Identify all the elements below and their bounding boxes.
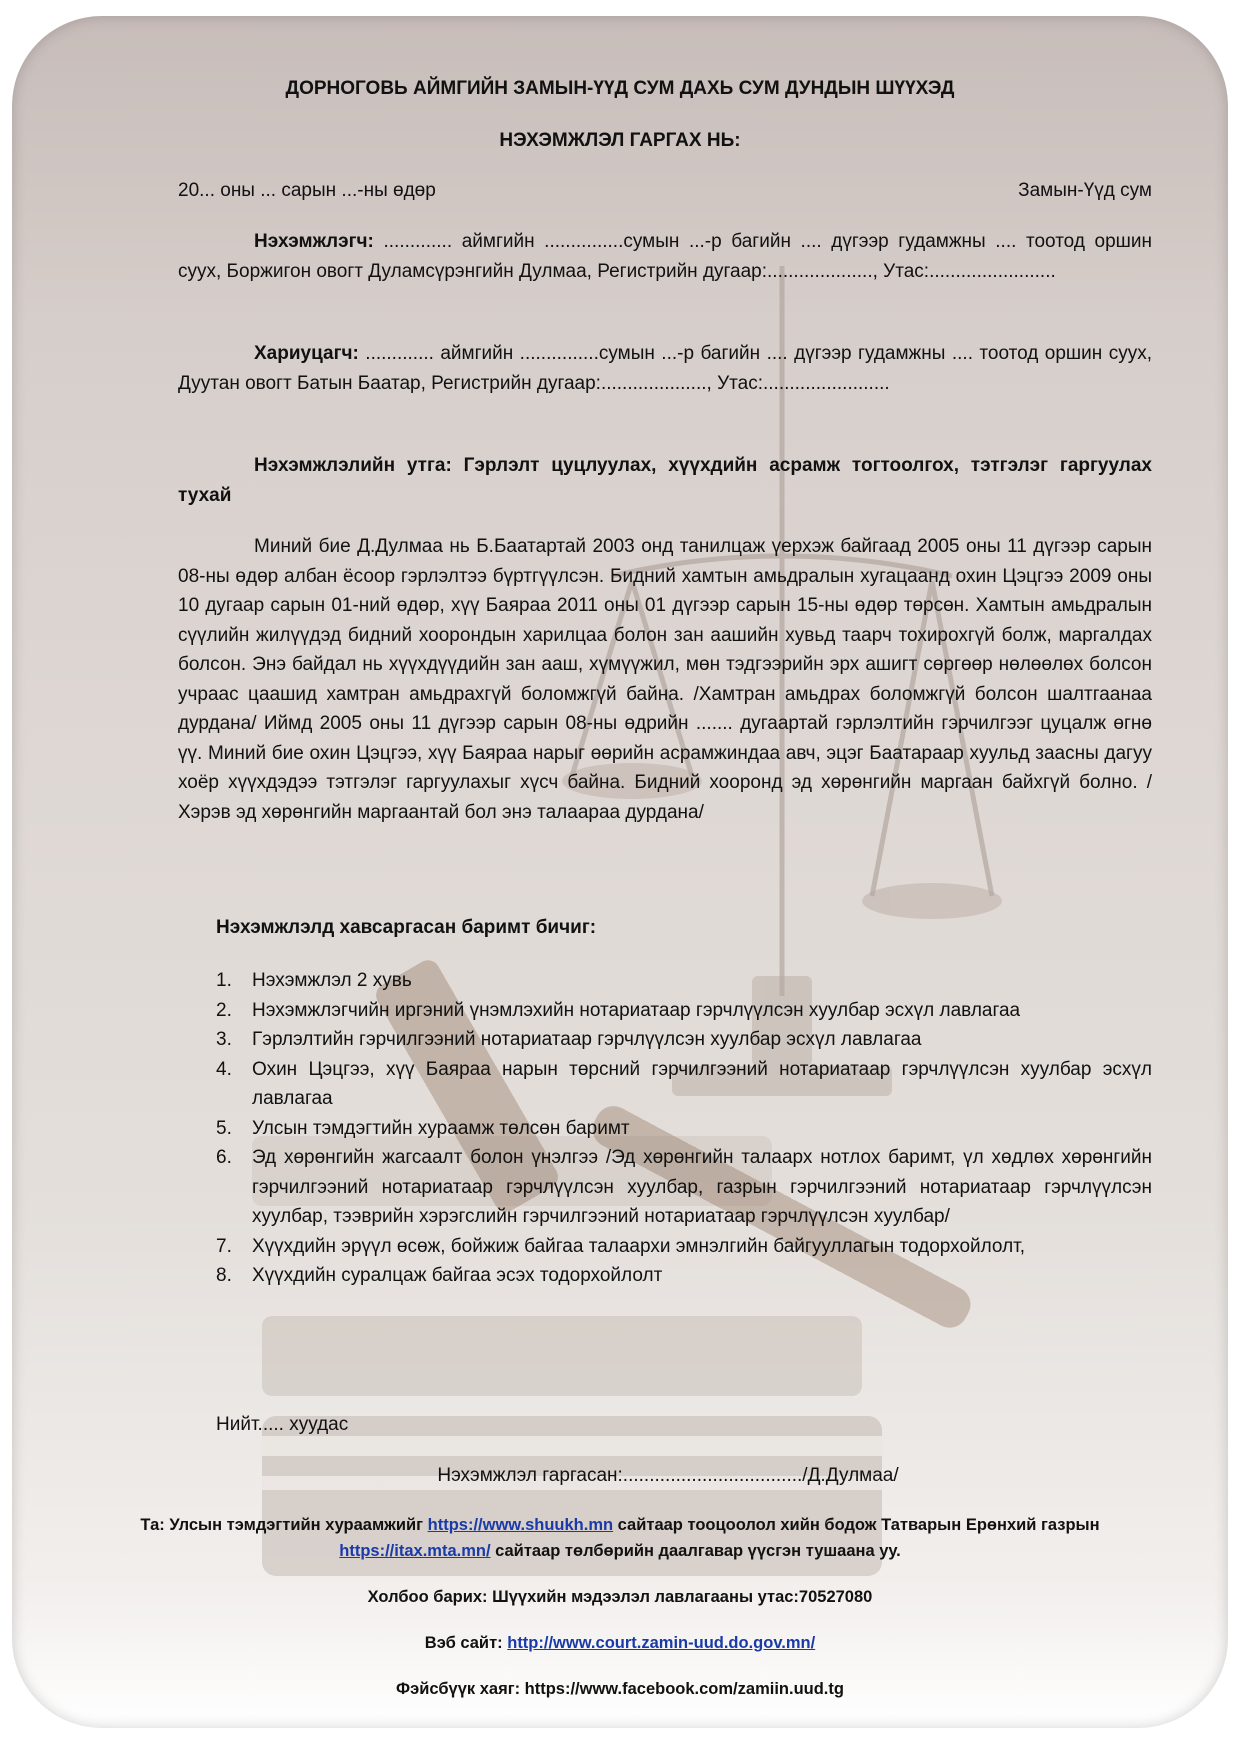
claim-body-text: Миний бие Д.Дулмаа нь Б.Баатартай 2003 онд танилцаж үерхэж байгаад 2005 оны 11 дүгээр сарын 08-ны өдөр албан ёсоор гэрлэлтээ бүртгүүлсэн. Бидний хамтын амьдралын хугацаанд охин Цэцгээ 2009 оны 10 дугаар сарын 01-ний өдөр, хүү Баяраа 2011 оны 01 дүгээр сарын 15-ны өдөр төрсөн. Хамтын амьдралын сүүлийн жилүүдэд бидний хоорондын харилцаа болон зан аашийн хувьд таарч тохирохгүй болж, маргалдах болсон. Энэ байдал нь хүүхдүүдийн зан ааш, хүмүүжил, мөн тэдгээрийн эрх ашигт сөргөөр нөлөөлөх болсон учраас цаашид хамтран амьдрахгүй боломжгүй байна. /Хамтран амьдрах боломжгүй болсон шалтгаанаа дурдана/ Иймд 2005 оны 11 дүгээр сарын 08-ны өдрийн ....... дугаартай гэрлэлтийн гэрчилгээг цуцалж өгнө үү. Миний бие охин Цэцгээ, хүү Баяраа нарыг өөрийн асрамжиндаа авч, эцэг Баатараар хуульд заасны дагуу хоёр хүүхдэдээ тэтгэлэг гаргуулахыг хүсч байна. Бидний хооронд эд хөрөнгийн маргаан байхгүй болно. /Хэрэв эд хөрөнгийн маргаантай бол энэ талаараа дурдана/: [178, 536, 1152, 823]
pages-total: Нийт..... хуудас: [216, 1414, 349, 1435]
attachments-list: [216, 966, 1152, 1291]
defendant-paragraph: [178, 339, 1152, 398]
court-title: ДОРНОГОВЬ АЙМГИЙН ЗАМЫН-ҮҮД СУМ ДАХЬ СУМ ДУНДЫН ШҮҮХЭД: [285, 78, 955, 99]
defendant-label: Хариуцагч:: [254, 343, 359, 364]
defendant-details: ............. аймгийн ...............сумын ...-р багийн .... дүгээр гудамжны .... тоотод оршин суух, Дуутан овогт Батын Баатар, Регистрийн дугаар:...................., Утас:........................: [178, 343, 1152, 394]
fee-note: Та: Улсын тэмдэгтийн хураамжийг https://www.shuukh.mn сайтаар тооцоолол хийн бодож Татварын Ерөнхий газрын https://itax.mta.mn/ сайтаар төлбөрийн даалгавар үүсгэн тушаана уу.: [140, 1516, 1100, 1560]
list-item: 1. Нэхэмжлэл 2 хувь: [216, 970, 412, 991]
signature-line: Нэхэмжлэл гаргасан:................................../Д.Дулмаа/: [437, 1465, 899, 1486]
list-item: 2. Нэхэмжлэгчийн иргэний үнэмлэхийн нотариатаар гэрчлүүлсэн хуулбар эсхүл лавлагаа: [216, 999, 1021, 1021]
list-item: 5. Улсын тэмдэгтийн хураамж төлсөн баримт: [216, 1117, 630, 1139]
itax-link[interactable]: https://itax.mta.mn/: [339, 1542, 491, 1560]
plaintiff-details: ............. аймгийн ...............сумын ...-р багийн .... дүгээр гудамжны .... тоотод оршин суух, Боржигон овогт Дуламсүрэнгийн Дулмаа, Регистрийн дугаар:...................., Утас:........................: [178, 231, 1152, 282]
court-website-link[interactable]: http://www.court.zamin-uud.do.gov.mn/: [507, 1634, 816, 1652]
claim-subject-text: Нэхэмжлэлийн утга: Гэрлэлт цуцлуулах, хүүхдийн асрамж тогтоолгох, тэтгэлэг гаргуулах тухай: [178, 455, 1152, 506]
list-item: 3. Гэрлэлтийн гэрчилгээний нотариатаар гэрчлүүлсэн хуулбар эсхүл лавлагаа: [216, 1029, 922, 1050]
plaintiff-paragraph: [178, 227, 1152, 286]
document-title: НЭХЭМЖЛЭЛ ГАРГАХ НЬ:: [499, 130, 741, 151]
plaintiff-label: Нэхэмжлэгч:: [254, 231, 374, 252]
attachments-title: Нэхэмжлэлд хавсаргасан баримт бичиг:: [216, 917, 597, 938]
claim-subject: [178, 451, 1152, 510]
list-item: 8. Хүүхдийн суралцаж байгаа эсэх тодорхойлолт: [216, 1265, 663, 1286]
website-label: Вэб сайт:: [424, 1634, 508, 1652]
shuukh-link[interactable]: https://www.shuukh.mn: [427, 1516, 614, 1534]
claim-body: [178, 532, 1152, 827]
list-item: 7. Хүүхдийн эрүүл өсөж, бойжиж байгаа талаархи эмнэлгийн байгууллагын тодорхойлолт,: [216, 1235, 1026, 1257]
claim-place: Замын-Үүд сум: [1018, 180, 1152, 201]
facebook-line: Фэйсбүүк хаяг: https://www.facebook.com/zamiin.uud.tg: [396, 1680, 844, 1698]
contact-phone: Холбоо барих: Шүүхийн мэдээлэл лавлагааны утас:70527080: [367, 1588, 873, 1606]
website-line: [0, 1630, 1240, 1656]
claim-date: 20... оны ... сарын ...-ны өдөр: [178, 180, 436, 201]
date-place-line: [178, 180, 1152, 202]
list-item: 6. Эд хөрөнгийн жагсаалт болон үнэлгээ /Эд хөрөнгийн талаарх нотлох баримт, үл хөдлөх хөрөнгийн гэрчилгээний нотариатаар гэрчлүүлсэн хуулбар, газрын гэрчилгээний нотариатаар гэрчлүүлсэн хуулбар, тээврийн хэрэгслийн гэрчилгээний нотариатаар гэрчлүүлсэн хуулбар/: [216, 1147, 1152, 1227]
list-item: 4. Охин Цэцгээ, хүү Баяраа нарын төрсний гэрчилгээний нотариатаар гэрчлүүлсэн хуулбар эсхүл лавлагаа: [216, 1058, 1152, 1109]
